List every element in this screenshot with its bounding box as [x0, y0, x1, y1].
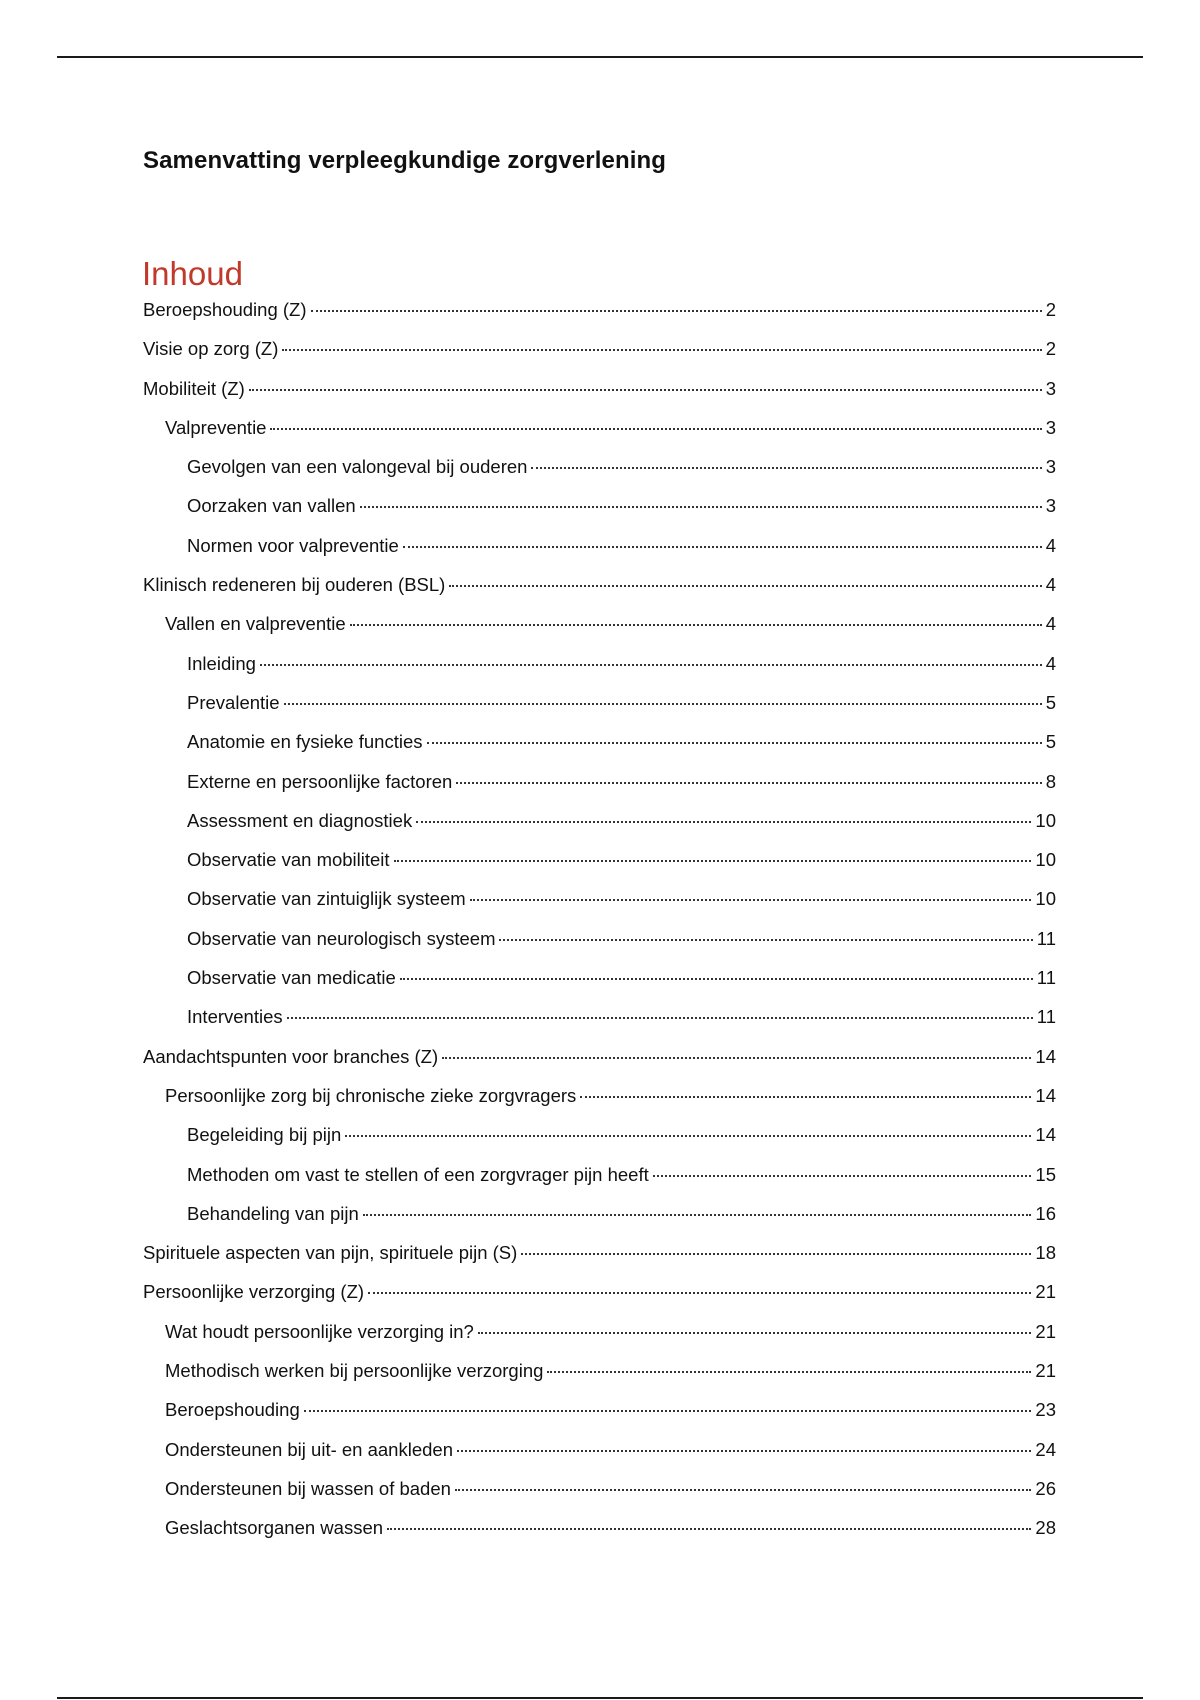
toc-entry[interactable]: [143, 492, 1056, 531]
toc-entry[interactable]: [143, 375, 1056, 414]
toc-dot-leader: [456, 782, 1041, 784]
toc-entry[interactable]: [143, 1161, 1056, 1200]
toc-dot-leader: [457, 1450, 1031, 1452]
toc-dot-leader: [403, 546, 1042, 548]
toc-entry-title: Vallen en valpreventie: [165, 613, 346, 635]
toc-entry-title: Observatie van zintuiglijk systeem: [187, 888, 466, 910]
toc-entry-title: Beroepshouding: [165, 1399, 300, 1421]
toc-dot-leader: [653, 1175, 1032, 1177]
toc-page-number: 5: [1045, 691, 1056, 713]
toc-entry[interactable]: [143, 1121, 1056, 1160]
toc-page-number: 21: [1035, 1281, 1056, 1303]
toc-entry[interactable]: [143, 453, 1056, 492]
toc-dot-leader: [499, 939, 1032, 941]
toc-page-number: 18: [1035, 1242, 1056, 1264]
toc-entry[interactable]: [143, 1239, 1056, 1278]
toc-dot-leader: [580, 1096, 1031, 1098]
toc-dot-leader: [360, 506, 1042, 508]
toc-entry-title: Methoden om vast te stellen of een zorgvrager pijn heeft: [187, 1163, 649, 1185]
toc-page-number: 14: [1035, 1084, 1056, 1106]
toc-entry-title: Klinisch redeneren bij ouderen (BSL): [143, 574, 446, 596]
toc-dot-leader: [363, 1214, 1032, 1216]
toc-page-number: 11: [1036, 1006, 1056, 1028]
toc-page-number: 4: [1045, 613, 1056, 635]
toc-entry-title: Visie op zorg (Z): [143, 338, 279, 360]
toc-page-number: 3: [1045, 495, 1056, 517]
toc-dot-leader: [304, 1410, 1032, 1412]
toc-heading: Inhoud: [142, 255, 243, 292]
toc-entry[interactable]: [143, 925, 1056, 964]
toc-entry[interactable]: [143, 1082, 1056, 1121]
toc-page-number: 2: [1045, 338, 1056, 360]
toc-entry[interactable]: [143, 964, 1056, 1003]
toc-entry-title: Mobiliteit (Z): [143, 377, 245, 399]
toc-dot-leader: [478, 1332, 1032, 1334]
toc-entry[interactable]: [143, 650, 1056, 689]
toc-page-number: 3: [1045, 416, 1056, 438]
toc-page-number: 14: [1035, 1124, 1056, 1146]
header-rule: [57, 56, 1143, 58]
toc-entry-title: Assessment en diagnostiek: [187, 809, 413, 831]
toc-entry[interactable]: [143, 846, 1056, 885]
toc-page-number: 5: [1045, 731, 1056, 753]
toc-dot-leader: [387, 1528, 1031, 1530]
toc-entry-title: Externe en persoonlijke factoren: [187, 770, 453, 792]
toc-page-number: 23: [1035, 1399, 1056, 1421]
toc-page-number: 11: [1036, 967, 1056, 989]
toc-page-number: 26: [1035, 1477, 1056, 1499]
toc-page-number: 3: [1045, 456, 1056, 478]
toc-page-number: 2: [1045, 299, 1056, 320]
toc-dot-leader: [449, 585, 1041, 587]
toc-entry[interactable]: [143, 296, 1056, 335]
toc-dot-leader: [368, 1292, 1031, 1294]
toc-entry-title: Spirituele aspecten van pijn, spirituele pijn (S): [143, 1242, 518, 1264]
toc-page-number: 24: [1035, 1438, 1056, 1460]
toc-entry-title: Persoonlijke verzorging (Z): [143, 1281, 365, 1303]
toc-page-number: 10: [1035, 888, 1056, 910]
toc-entry[interactable]: [143, 807, 1056, 846]
toc-entry-title: Normen voor valpreventie: [187, 534, 399, 556]
toc-entry[interactable]: [143, 1357, 1056, 1396]
document-title: Samenvatting verpleegkundige zorgverlening: [143, 147, 666, 174]
toc-dot-leader: [427, 742, 1042, 744]
toc-entry[interactable]: [143, 1475, 1056, 1514]
toc-dot-leader: [547, 1371, 1031, 1373]
toc-entry[interactable]: [143, 768, 1056, 807]
toc-entry-title: Geslachtsorganen wassen: [165, 1517, 384, 1539]
toc-page-number: 21: [1035, 1320, 1056, 1342]
toc-entry[interactable]: [143, 610, 1056, 649]
toc-dot-leader: [416, 821, 1031, 823]
toc-dot-leader: [521, 1253, 1031, 1255]
toc-page-number: 11: [1036, 927, 1056, 949]
toc-entry-title: Oorzaken van vallen: [187, 495, 356, 517]
toc-entry[interactable]: [143, 1514, 1056, 1553]
toc-dot-leader: [270, 428, 1041, 430]
toc-page-number: 10: [1035, 809, 1056, 831]
toc-page-number: 4: [1045, 534, 1056, 556]
toc-page-number: 10: [1035, 849, 1056, 871]
toc-dot-leader: [249, 389, 1042, 391]
toc-dot-leader: [282, 349, 1041, 351]
toc-dot-leader: [531, 467, 1041, 469]
toc-entry[interactable]: [143, 1436, 1056, 1475]
toc-entry[interactable]: [143, 335, 1056, 374]
toc-entry[interactable]: [143, 1003, 1056, 1042]
toc-dot-leader: [470, 899, 1032, 901]
toc-entry[interactable]: [143, 414, 1056, 453]
toc-entry[interactable]: [143, 532, 1056, 571]
toc-dot-leader: [345, 1135, 1031, 1137]
toc-page-number: 4: [1045, 652, 1056, 674]
table-of-contents: [143, 296, 1056, 1554]
toc-entry-title: Ondersteunen bij uit- en aankleden: [165, 1438, 453, 1460]
toc-entry-title: Prevalentie: [187, 691, 280, 713]
toc-entry-title: Behandeling van pijn: [187, 1202, 359, 1224]
toc-entry-title: Methodisch werken bij persoonlijke verzorging: [165, 1360, 544, 1382]
toc-dot-leader: [455, 1489, 1032, 1491]
toc-dot-leader: [311, 310, 1042, 312]
toc-entry-title: Interventies: [187, 1006, 283, 1028]
toc-entry-title: Begeleiding bij pijn: [187, 1124, 342, 1146]
toc-page-number: 15: [1035, 1163, 1056, 1185]
toc-page-number: 3: [1045, 377, 1056, 399]
toc-page-number: 8: [1045, 770, 1056, 792]
toc-entry-title: Inleiding: [187, 652, 256, 674]
toc-page-number: 14: [1035, 1045, 1056, 1067]
toc-page-number: 16: [1035, 1202, 1056, 1224]
toc-entry-title: Persoonlijke zorg bij chronische zieke zorgvragers: [165, 1084, 577, 1106]
toc-entry[interactable]: [143, 885, 1056, 924]
toc-entry[interactable]: [143, 728, 1056, 767]
toc-entry[interactable]: [143, 1278, 1056, 1317]
toc-dot-leader: [394, 860, 1032, 862]
toc-page-number: 28: [1035, 1517, 1056, 1539]
toc-entry[interactable]: [143, 1396, 1056, 1435]
toc-page-number: 4: [1045, 574, 1056, 596]
toc-entry[interactable]: [143, 689, 1056, 728]
toc-dot-leader: [400, 978, 1033, 980]
toc-entry[interactable]: [143, 1043, 1056, 1082]
toc-page-number: 21: [1035, 1360, 1056, 1382]
toc-entry-title: Wat houdt persoonlijke verzorging in?: [165, 1320, 474, 1342]
toc-entry-title: Aandachtspunten voor branches (Z): [143, 1045, 439, 1067]
toc-dot-leader: [260, 664, 1042, 666]
toc-entry-title: Ondersteunen bij wassen of baden: [165, 1477, 451, 1499]
toc-dot-leader: [350, 624, 1042, 626]
toc-dot-leader: [442, 1057, 1031, 1059]
toc-entry[interactable]: [143, 1318, 1056, 1357]
toc-entry-title: Observatie van medicatie: [187, 967, 396, 989]
toc-dot-leader: [284, 703, 1042, 705]
toc-entry-title: Valpreventie: [165, 416, 267, 438]
toc-entry-title: Beroepshouding (Z): [143, 299, 307, 320]
toc-entry[interactable]: [143, 571, 1056, 610]
toc-dot-leader: [287, 1017, 1033, 1019]
toc-entry-title: Gevolgen van een valongeval bij ouderen: [187, 456, 528, 478]
toc-entry[interactable]: [143, 1200, 1056, 1239]
footer-rule: [57, 1697, 1143, 1699]
toc-entry-title: Anatomie en fysieke functies: [187, 731, 423, 753]
toc-entry-title: Observatie van neurologisch systeem: [187, 927, 496, 949]
toc-entry-title: Observatie van mobiliteit: [187, 849, 390, 871]
